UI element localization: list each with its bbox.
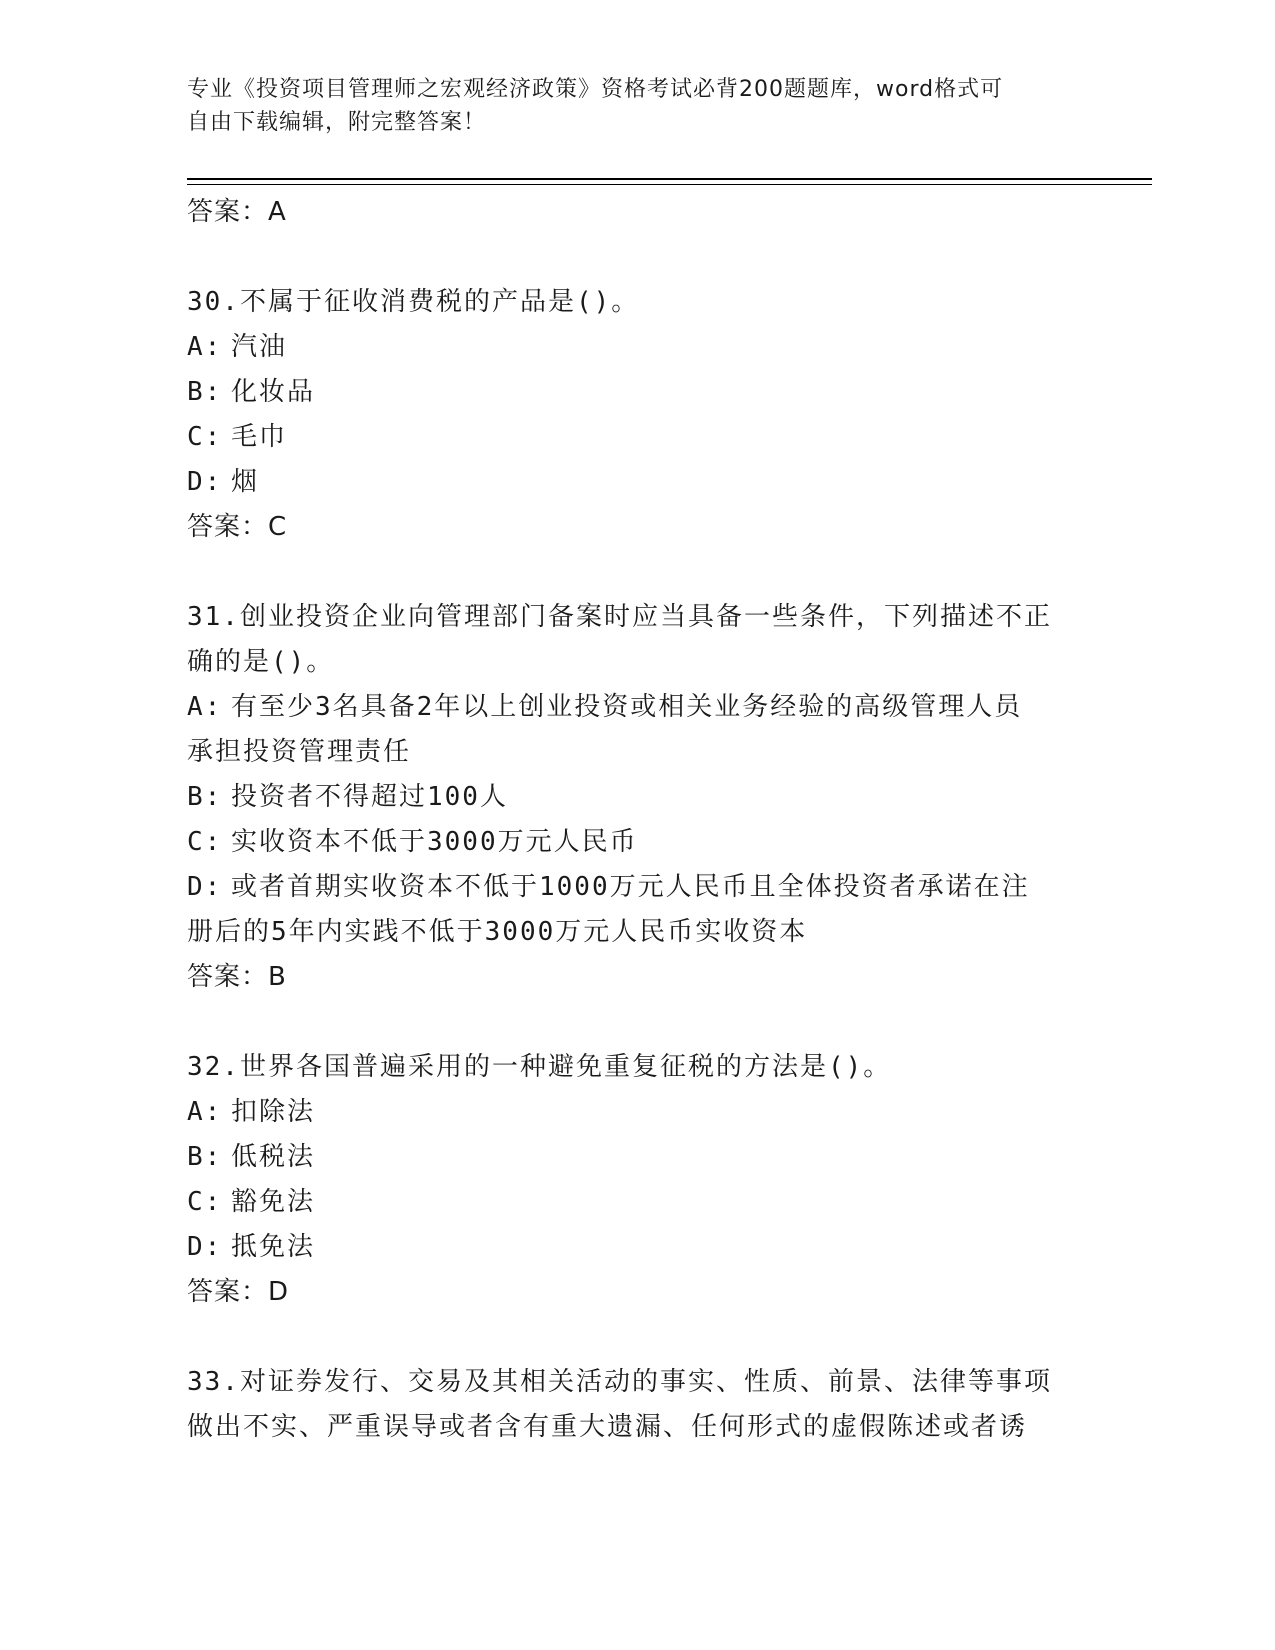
option-d: D: 抵免法: [187, 1232, 316, 1262]
answer-32: 答案：D: [187, 1277, 290, 1307]
option-a: A: 汽油: [187, 332, 288, 362]
answer-31: 答案：B: [187, 962, 287, 992]
question-31: [187, 595, 1087, 1000]
option-c: C: 豁免法: [187, 1187, 316, 1217]
document-header: [187, 73, 1067, 139]
option-a: A: 扣除法: [187, 1097, 316, 1127]
option-b: B: 化妆品: [187, 377, 316, 407]
option-d: D: 烟: [187, 467, 260, 497]
question-30-text: 30.不属于征收消费税的产品是()。: [187, 287, 640, 317]
answer-29: 答案：A: [187, 197, 287, 227]
option-a-continued: 承担投资管理责任: [187, 737, 412, 767]
option-d-continued: 册后的5年内实践不低于3000万元人民币实收资本: [187, 917, 808, 947]
option-c: C: 实收资本不低于3000万元人民币: [187, 827, 638, 857]
question-30: [187, 280, 1087, 550]
question-33-text-line-2: 做出不实、严重误导或者含有重大遗漏、任何形式的虚假陈述或者诱: [187, 1412, 1028, 1442]
header-line-1: 专业《投资项目管理师之宏观经济政策》资格考试必背200题题库，word格式可: [187, 77, 1004, 102]
question-33: [187, 1360, 1087, 1450]
question-32: [187, 1045, 1087, 1315]
header-rule-thin: [187, 184, 1152, 185]
option-d: D: 或者首期实收资本不低于1000万元人民币且全体投资者承诺在注: [187, 872, 1030, 902]
option-b: B: 投资者不得超过100人: [187, 782, 508, 812]
option-b: B: 低税法: [187, 1142, 316, 1172]
header-rule-thick: [187, 178, 1152, 180]
option-c: C: 毛巾: [187, 422, 288, 452]
option-a: A: 有至少3名具备2年以上创业投资或相关业务经验的高级管理人员: [187, 692, 1023, 722]
question-33-text-line-1: 33.对证券发行、交易及其相关活动的事实、性质、前景、法律等事项: [187, 1367, 1052, 1397]
question-31-text-line-1: 31.创业投资企业向管理部门备案时应当具备一些条件，下列描述不正: [187, 602, 1052, 632]
answer-block-29: [187, 190, 1087, 235]
document-body: [187, 190, 1087, 1450]
question-31-text-line-2: 确的是()。: [187, 647, 335, 677]
header-line-2: 自由下载编辑，附完整答案！: [187, 110, 487, 135]
answer-30: 答案：C: [187, 512, 288, 542]
question-32-text: 32.世界各国普遍采用的一种避免重复征税的方法是()。: [187, 1052, 892, 1082]
